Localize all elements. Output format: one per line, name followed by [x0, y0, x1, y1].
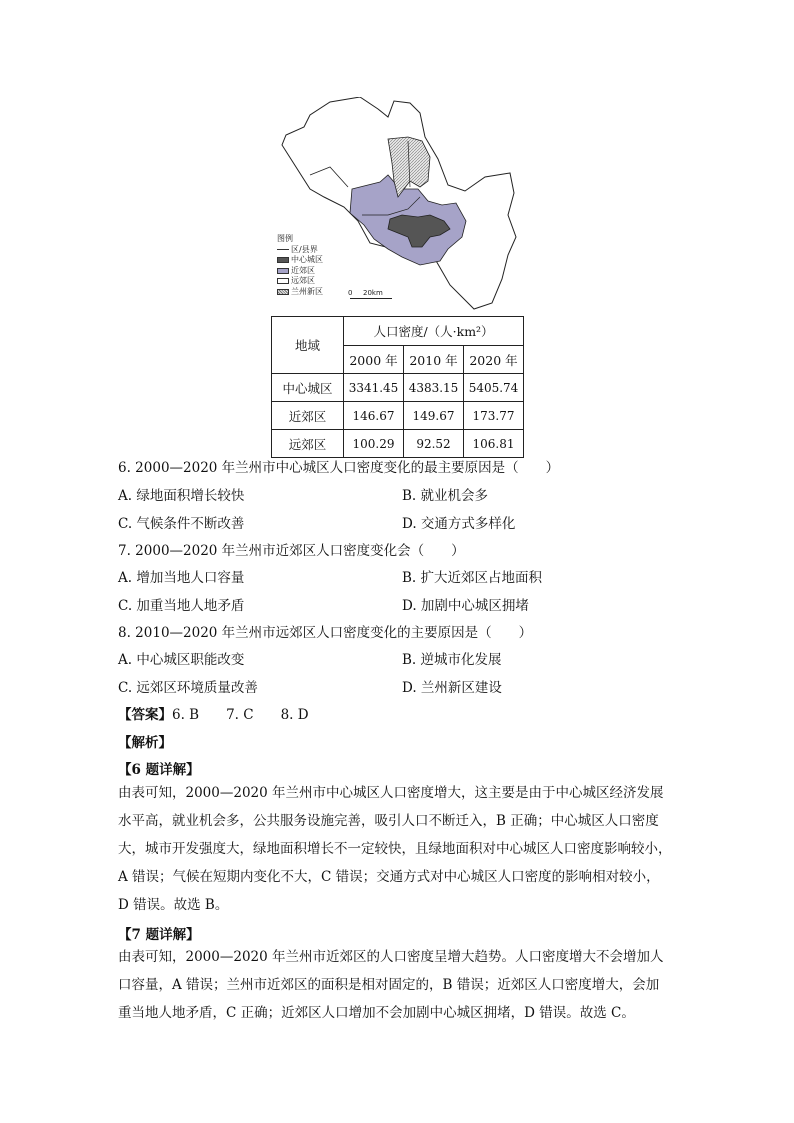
scale-zero: 0 [348, 289, 353, 297]
table-row [272, 374, 524, 402]
legend-title: 图例 [277, 234, 293, 243]
value-cell: 4383.15 [404, 374, 464, 402]
scale-label: 20km [363, 289, 383, 297]
density-header: 人口密度/（人·km²） [344, 317, 524, 346]
question-8-option-a: A. 中心城区职能改变 [118, 652, 245, 668]
year-header: 2010 年 [404, 346, 464, 374]
region-header: 地域 [272, 317, 344, 374]
detail-6-label: 【6 题详解】 [118, 762, 200, 778]
detail-7-paragraph [118, 943, 678, 1027]
value-cell: 5405.74 [464, 374, 524, 402]
analysis-label: 【解析】 [118, 735, 172, 751]
paragraph-line: 重当地人地矛盾，C 正确；近郊区人口增加不会加剧中心城区拥堵，D 错误。故选 C。 [118, 1005, 635, 1021]
paragraph-line: A 错误；气候在短期内变化不大，C 错误；交通方式对中心城区人口密度的影响相对较小， [118, 869, 660, 885]
region-cell: 中心城区 [272, 374, 344, 402]
question-8-option-d: D. 兰州新区建设 [402, 680, 502, 696]
value-cell: 3341.45 [344, 374, 404, 402]
question-6-stem: 6. 2000—2020 年兰州市中心城区人口密度变化的最主要原因是（ ） [118, 460, 560, 476]
value-cell: 106.81 [464, 430, 524, 458]
region-cell: 远郊区 [272, 430, 344, 458]
paragraph-line: D 错误。故选 B。 [118, 897, 229, 913]
legend-label: 兰州新区 [291, 286, 323, 296]
question-6-option-a: A. 绿地面积增长较快 [118, 488, 245, 504]
answer-line [118, 703, 309, 723]
question-7-option-c: C. 加重当地人地矛盾 [118, 598, 245, 614]
question-6-option-d: D. 交通方式多样化 [402, 516, 516, 532]
question-8-option-c: C. 远郊区环境质量改善 [118, 680, 258, 696]
value-cell: 173.77 [464, 402, 524, 430]
paragraph-line: 口容量，A 错误；兰州市近郊区的面积是相对固定的，B 错误；近郊区人口密度增大，会加 [118, 977, 660, 993]
detail-7-label: 【7 题详解】 [118, 927, 200, 943]
value-cell: 100.29 [344, 430, 404, 458]
table-row [272, 402, 524, 430]
map-legend [277, 234, 323, 297]
question-7-option-a: A. 增加当地人口容量 [118, 570, 245, 586]
paragraph-line: 由表可知，2000—2020 年兰州市中心城区人口密度增大，这主要是由于中心城区经济发展 [118, 785, 664, 801]
question-7-option-d: D. 加剧中心城区拥堵 [402, 598, 529, 614]
legend-label: 区/县界 [291, 244, 318, 254]
legend-item-near-suburb [277, 266, 323, 277]
question-8-option-b: B. 逆城市化发展 [402, 652, 502, 668]
answer-text: 6. B 7. C 8. D [172, 707, 309, 723]
year-header: 2000 年 [344, 346, 404, 374]
question-6-option-b: B. 就业机会多 [402, 488, 489, 504]
far-suburb-swatch [277, 278, 289, 284]
legend-item-central-city [277, 255, 323, 266]
year-header: 2020 年 [464, 346, 524, 374]
value-cell: 146.67 [344, 402, 404, 430]
legend-item-boundary [277, 245, 323, 256]
detail-6-paragraph [118, 779, 678, 919]
near-suburb-swatch [277, 268, 289, 274]
question-7-option-b: B. 扩大近郊区占地面积 [402, 570, 543, 586]
value-cell: 149.67 [404, 402, 464, 430]
question-7-stem: 7. 2000—2020 年兰州市近郊区人口密度变化会（ ） [118, 543, 465, 559]
paragraph-line: 由表可知，2000—2020 年兰州市近郊区的人口密度呈增大趋势。人口密度增大不会增加人 [118, 949, 664, 965]
new-area-swatch [277, 289, 289, 295]
legend-item-new-area [277, 287, 323, 298]
region-cell: 近郊区 [272, 402, 344, 430]
population-density-table [271, 316, 524, 458]
central-city-swatch [277, 257, 289, 263]
question-6-option-c: C. 气候条件不断改善 [118, 516, 245, 532]
paragraph-line: 水平高，就业机会多，公共服务设施完善，吸引人口不断迁入，B 正确；中心城区人口密度 [118, 813, 659, 829]
value-cell: 92.52 [404, 430, 464, 458]
legend-label: 近郊区 [291, 265, 315, 275]
boundary-line-swatch [277, 249, 289, 250]
question-8-stem: 8. 2010—2020 年兰州市远郊区人口密度变化的主要原因是（ ） [118, 625, 533, 641]
answer-label: 【答案】 [118, 707, 172, 723]
legend-label: 远郊区 [291, 276, 315, 285]
table-row [272, 430, 524, 458]
legend-label: 中心城区 [291, 255, 323, 264]
paragraph-line: 大，城市开发强度大，绿地面积增长不一定较快，且绿地面积对中心城区人口密度影响较小， [118, 841, 672, 857]
legend-item-far-suburb [277, 276, 323, 287]
scale-bar-line [350, 298, 392, 299]
